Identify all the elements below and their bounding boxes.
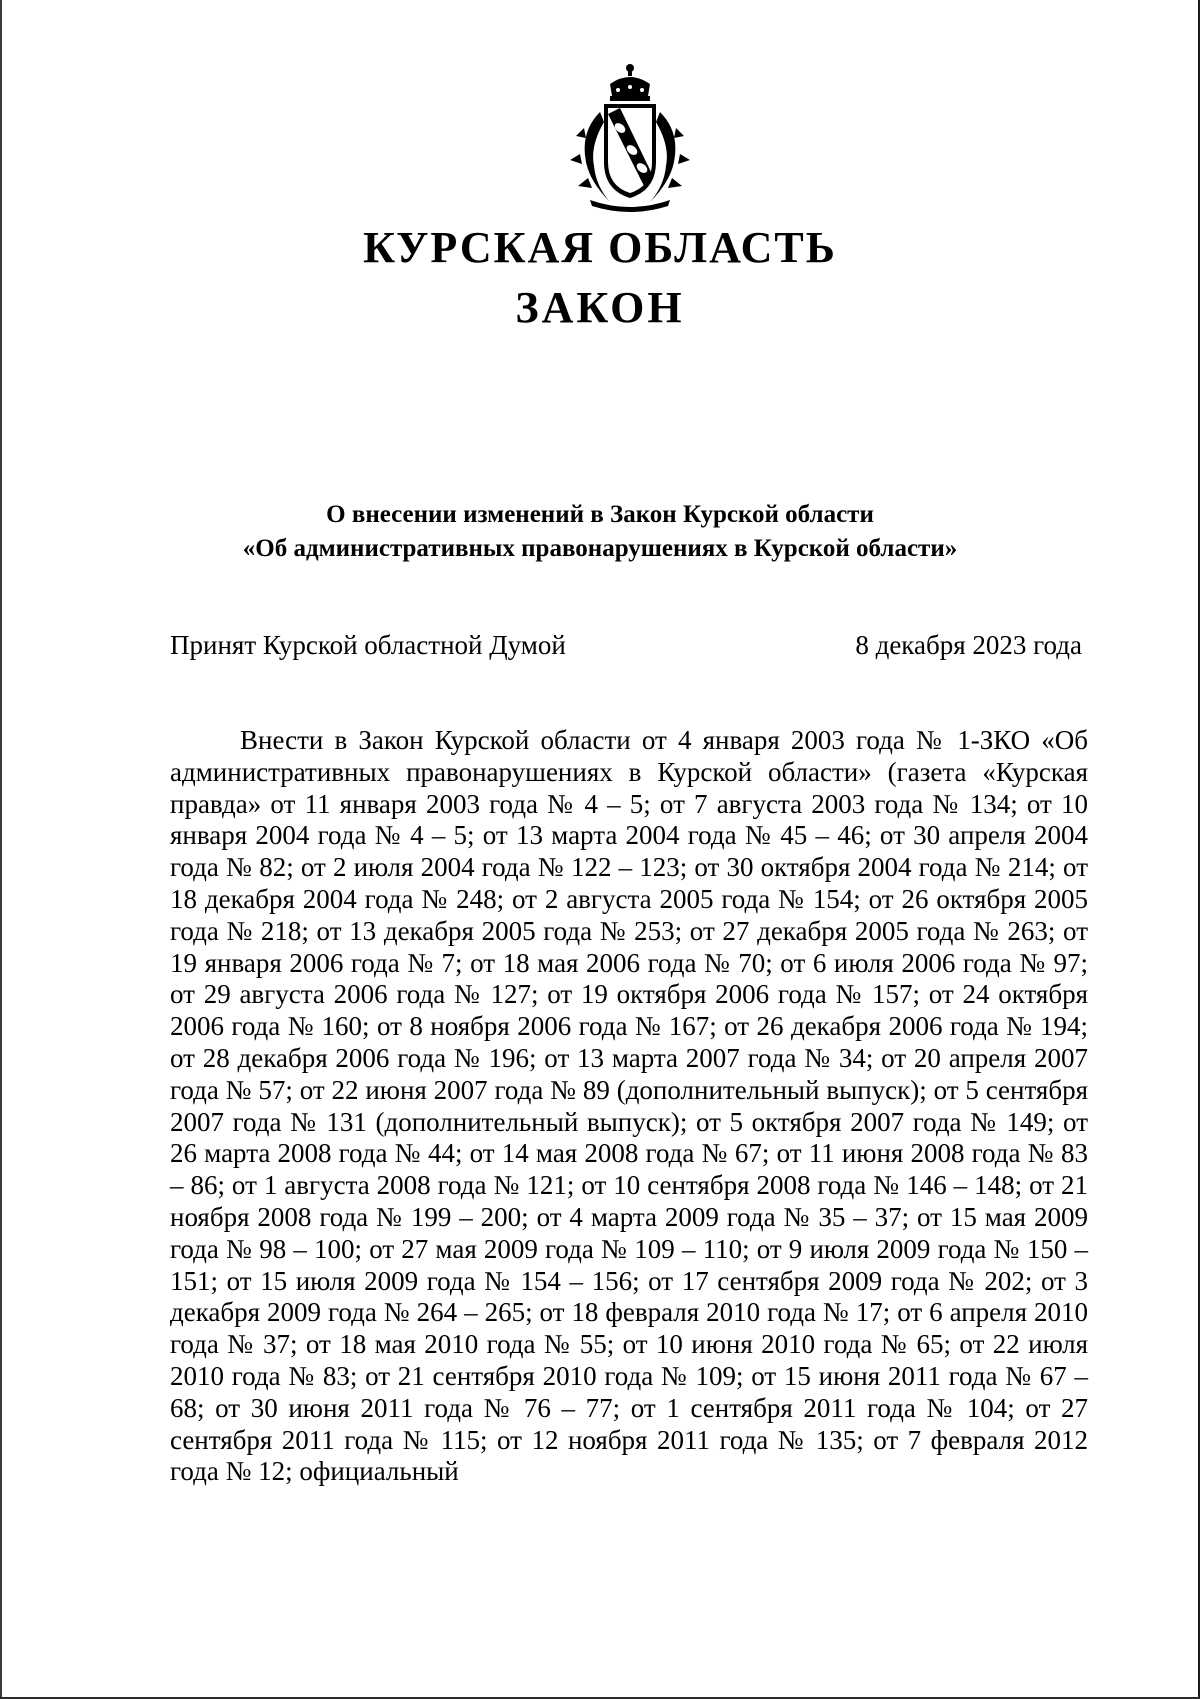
adoption-date: 8 декабря 2023 года <box>855 630 1082 660</box>
document-type-heading: ЗАКОН <box>515 283 685 332</box>
adoption-line <box>170 628 1082 662</box>
body-paragraph: Внести в Закон Курской области от 4 января 2003 года № 1-ЗКО «Об административных правонарушениях в Курской области» (газета «Курская правда» от 11 января 2003 года № 4 – 5; от 7 августа 2003 года № 134; от 10 января 2004 года № 4 – 5; от 13 марта 2004 года № 45 – 46; от 30 апреля 2004 года № 82; от 2 июля 2004 года № 122 – 123; от 30 октября 2004 года № 214; от 18 декабря 2004 года № 248; от 2 августа 2005 года № 154; от 26 октября 2005 года № 218; от 13 декабря 2005 года № 253; от 27 декабря 2005 года № 263; от 19 января 2006 года № 7; от 18 мая 2006 года № 70; от 6 июля 2006 года № 97; от 29 августа 2006 года № 127; от 19 октября 2006 года № 157; от 24 октября 2006 года № 160; от 8 ноября 2006 года № 167; от 26 декабря 2006 года № 194; от 28 декабря 2006 года № 196; от 13 марта 2007 года № 34; от 20 апреля 2007 года № 57; от 22 июня 2007 года № 89 (дополнительный выпуск); от 5 сентября 2007 года № 131 (дополнительный выпуск); от 5 октября 2007 года № 149; от 26 марта 2008 года № 44; от 14 мая 2008 года № 67; от 11 июня 2008 года № 83 – 86; от 1 августа 2008 года № 121; от 10 сентября 2008 года № 146 – 148; от 21 ноября 2008 года № 199 – 200; от 4 марта 2009 года № 35 – 37; от 15 мая 2009 года № 98 – 100; от 27 мая 2009 года № 109 – 110; от 9 июля 2009 года № 150 – 151; от 15 июля 2009 года № 154 – 156; от 17 сентября 2009 года № 202; от 3 декабря 2009 года № 264 – 265; от 18 февраля 2010 года № 17; от 6 апреля 2010 года № 37; от 18 мая 2010 года № 55; от 10 июня 2010 года № 65; от 22 июля 2010 года № 83; от 21 сентября 2010 года № 109; от 15 июня 2011 года № 67 – 68; от 30 июня 2011 года № 76 – 77; от 1 сентября 2011 года № 104; от 27 сентября 2011 года № 115; от 12 ноября 2011 года № 135; от 7 февраля 2012 года № 12; официальный <box>170 725 1088 1487</box>
adoption-label: Принят Курской областной Думой <box>170 630 566 660</box>
region-name-heading: КУРСКАЯ ОБЛАСТЬ <box>363 223 837 272</box>
law-title <box>150 498 1050 566</box>
law-title-line-1: О внесении изменений в Закон Курской области <box>326 501 874 528</box>
law-title-line-2: «Об административных правонарушениях в Курской области» <box>242 535 958 562</box>
coat-of-arms-icon <box>560 62 700 212</box>
